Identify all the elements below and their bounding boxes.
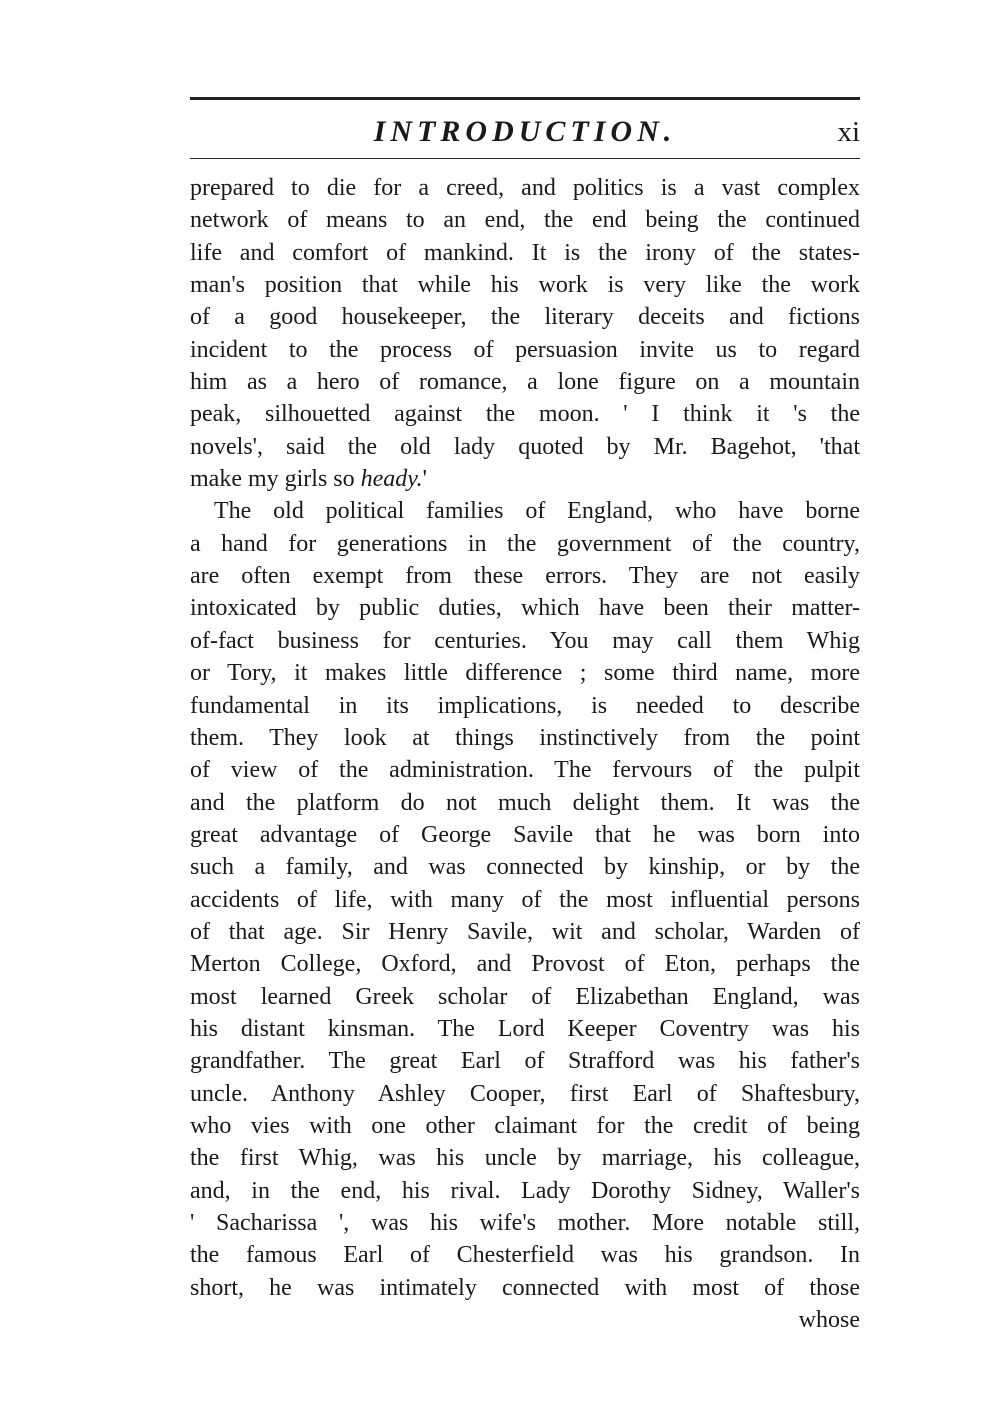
text-line: novels', said the old lady quoted by Mr. Bagehot, 'that [190,433,860,460]
text-line: and the platform do not much delight them. It was the [190,789,860,816]
text-line: and, in the end, his rival. Lady Dorothy Sidney, Waller's [190,1177,860,1204]
text-line: ' Sacharissa ', was his wife's mother. More notable still, [190,1210,860,1236]
text-run: make my girls so [190,466,361,493]
running-head [190,114,860,154]
text-line: a hand for generations in the government of the country, [190,530,860,557]
text-line: The old political families of England, who have borne [214,498,860,525]
paragraph-2 [190,495,860,1304]
text-line: of a good housekeeper, the literary deceits and fictions [190,304,860,331]
text-line: man's position that while his work is very like the work [190,272,860,299]
text-line: who vies with one other claimant for the credit of being [190,1112,860,1139]
text-line: peak, silhouetted against the moon. ' I think it 's the [190,401,860,428]
text-line: most learned Greek scholar of Elizabethan England, was [190,983,860,1010]
text-line: network of means to an end, the end being the continued [190,207,860,234]
text-line: intoxicated by public duties, which have been their matter- [190,595,860,622]
paragraph-1 [190,172,860,495]
text-line: them. They look at things instinctively from the point [190,724,860,751]
text-line: grandfather. The great Earl of Strafford was his father's [190,1048,860,1075]
text-line: short, he was intimately connected with most of those [190,1274,860,1301]
text-line: of that age. Sir Henry Savile, wit and scholar, Warden of [190,918,860,945]
text-line-final [190,463,860,495]
text-run: ' [422,466,427,493]
catchword: whose [798,1307,860,1334]
text-line: life and comfort of mankind. It is the irony of the states- [190,239,860,266]
text-line: accidents of life, with many of the most influential persons [190,886,860,913]
text-line: the famous Earl of Chesterfield was his grandson. In [190,1242,860,1269]
body-text [190,172,860,1336]
text-line: fundamental in its implications, is needed to describe [190,692,860,719]
text-line: the first Whig, was his uncle by marriage, his colleague, [190,1145,860,1172]
text-line: uncle. Anthony Ashley Cooper, first Earl of Shaftesbury, [190,1080,860,1107]
italic-word: heady. [360,466,423,493]
text-line: of-fact business for centuries. You may call them Whig [190,627,860,654]
header-bottom-rule [190,158,860,159]
header-top-rule [190,97,860,100]
text-line: incident to the process of persuasion invite us to regard [190,336,860,363]
text-line: such a family, and was connected by kinship, or by the [190,854,860,881]
text-line: are often exempt from these errors. They are not easily [190,563,860,590]
text-line: prepared to die for a creed, and politics is a vast complex [190,175,860,201]
text-line: great advantage of George Savile that he was born into [190,821,860,848]
text-line: or Tory, it makes little difference ; some third name, more [190,660,860,687]
text-line: him as a hero of romance, a lone figure on a mountain [190,369,860,396]
text-line: his distant kinsman. The Lord Keeper Coventry was his [190,1015,860,1042]
text-line: Merton College, Oxford, and Provost of Eton, perhaps the [190,951,860,978]
running-title: INTRODUCTION. [373,115,677,148]
text-line: of view of the administration. The fervours of the pulpit [190,757,860,784]
page-number: xi [837,116,860,148]
